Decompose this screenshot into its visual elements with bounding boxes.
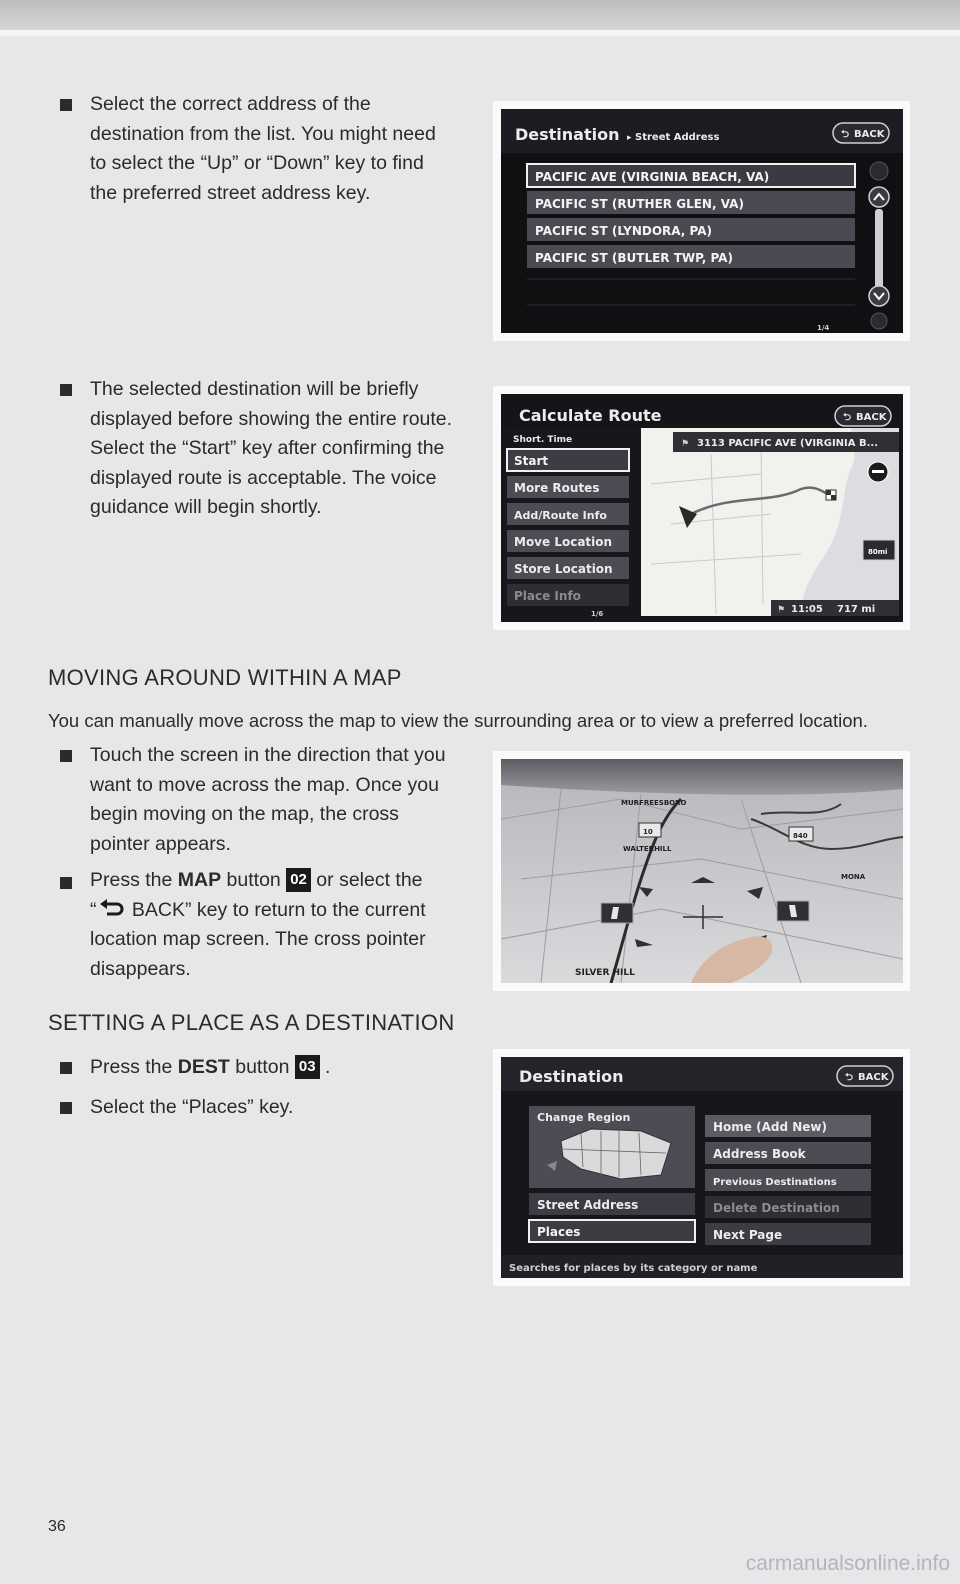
route-type-label: Short. Time	[513, 435, 573, 445]
bullet-calculate-route	[90, 375, 452, 523]
key-label: Delete Destination	[713, 1201, 840, 1215]
text-fragment: “	[90, 898, 97, 921]
text-line: location map screen. The cross pointer	[90, 928, 426, 950]
text-line: want to move across the map. Once you	[90, 773, 440, 796]
text-line: destination from the list. You might need	[90, 122, 436, 145]
text-line: the preferred street address key.	[90, 181, 371, 204]
bullet-marker	[60, 384, 72, 396]
text-line: pointer appears.	[90, 832, 231, 855]
screen-subtitle: Street Address	[635, 132, 720, 143]
dest-button-label: DEST	[177, 1056, 230, 1078]
menu-item-place-info[interactable]	[507, 584, 629, 606]
text-fragment: Press the	[90, 1056, 178, 1078]
next-page-key[interactable]	[705, 1223, 871, 1245]
badge-02: 02	[286, 868, 311, 892]
menu-item-store-location[interactable]	[507, 557, 629, 579]
map-button-label: MAP	[177, 869, 222, 891]
list-item-label: PACIFIC ST (RUTHER GLEN, VA)	[535, 197, 744, 211]
back-key[interactable]	[837, 1066, 893, 1086]
key-label: Places	[537, 1225, 581, 1239]
map-label: SILVER HILL	[575, 968, 635, 978]
checkered-flag-icon: ⚑	[681, 439, 690, 449]
screenshot-calculate-route	[493, 386, 910, 630]
route-number: 10	[643, 828, 653, 836]
intro-moving-around: You can manually move across the map to view the surrounding area or to view a preferred location.	[48, 710, 868, 731]
back-label: BACK	[854, 129, 885, 140]
back-label: BACK	[856, 412, 887, 423]
screenshot-street-address-list	[493, 101, 910, 341]
text-line: begin moving on the map, the cross	[90, 803, 399, 825]
page-indicator: 1/4	[817, 324, 830, 332]
route-map[interactable]	[641, 428, 899, 616]
key-label: Previous Destinations	[713, 1177, 837, 1188]
down-arrow-icon[interactable]	[869, 286, 889, 306]
back-key[interactable]	[833, 123, 889, 143]
menu-item-label: Store Location	[514, 562, 613, 576]
menu-item-label: Start	[514, 454, 549, 468]
scroll-thumb[interactable]	[875, 209, 883, 289]
arrival-time: 11:05	[791, 604, 823, 615]
heading-setting-place: SETTING A PLACE AS A DESTINATION	[48, 1010, 455, 1035]
screen-title: Destination	[519, 1067, 624, 1086]
route-number: 840	[793, 832, 808, 840]
bullet-select-address	[90, 90, 436, 208]
list-item[interactable]	[527, 218, 855, 241]
list-item[interactable]	[527, 191, 855, 214]
text-line: disappears.	[90, 957, 191, 980]
top-banner	[0, 0, 960, 30]
list-item[interactable]	[527, 164, 855, 187]
text-line: Select the correct address of the	[90, 93, 371, 115]
street-address-key[interactable]	[529, 1193, 695, 1215]
places-key[interactable]	[529, 1220, 695, 1242]
nav-screen-street-address	[501, 109, 903, 333]
text-fragment: button	[221, 869, 287, 891]
bullet-press-dest	[90, 1053, 330, 1083]
nav-screen-destination	[501, 1057, 903, 1278]
back-arrow-icon	[99, 898, 125, 918]
watermark: carmanualsonline.info	[745, 1552, 950, 1575]
back-key[interactable]	[835, 406, 891, 426]
menu-item-label: More Routes	[514, 481, 600, 495]
badge-03: 03	[295, 1055, 320, 1079]
nav-screen-map[interactable]	[501, 759, 903, 983]
screenshot-destination-menu	[493, 1049, 910, 1286]
bullet-select-places: Select the “Places” key.	[90, 1096, 294, 1118]
address-book-key[interactable]	[705, 1142, 871, 1164]
breadcrumb-arrow-icon: ▸	[627, 133, 632, 143]
list-item-label: PACIFIC ST (BUTLER TWP, PA)	[535, 251, 733, 265]
list-item-label: PACIFIC AVE (VIRGINIA BEACH, VA)	[535, 170, 770, 184]
key-label: Home (Add New)	[713, 1120, 827, 1134]
key-label: Street Address	[537, 1198, 639, 1212]
bullet-marker	[60, 877, 72, 889]
menu-item-more-routes[interactable]	[507, 476, 629, 498]
nav-screen-calculate-route	[501, 394, 903, 622]
menu-item-add-route-info[interactable]	[507, 503, 629, 525]
menu-item-label: Move Location	[514, 535, 613, 549]
scale-label: 80mi	[868, 548, 888, 556]
text-fragment: Press the	[90, 869, 178, 891]
text-fragment: .	[319, 1056, 331, 1078]
bullet-marker	[60, 1062, 72, 1074]
map-label: MONA	[841, 873, 866, 881]
menu-item-move-location[interactable]	[507, 530, 629, 552]
key-label: Change Region	[537, 1111, 631, 1124]
back-arrow-icon: ⮌	[841, 129, 850, 140]
page-up-icon[interactable]	[870, 162, 888, 180]
back-arrow-icon: ⮌	[843, 412, 852, 423]
list-item-label: PACIFIC ST (LYNDORA, PA)	[535, 224, 713, 238]
bullet-touch-screen	[90, 741, 446, 859]
page-down-icon[interactable]	[871, 313, 887, 329]
change-region-key[interactable]	[529, 1106, 695, 1188]
menu-item-start[interactable]	[507, 449, 629, 471]
text-fragment: button	[229, 1056, 295, 1078]
text-line: Select the “Start” key after confirming the	[90, 437, 445, 459]
map-label: MURFREESBORO	[621, 799, 687, 807]
menu-item-label: Place Info	[514, 589, 581, 603]
back-arrow-icon: ⮌	[845, 1072, 854, 1083]
previous-destinations-key[interactable]	[705, 1169, 871, 1191]
text-line: The selected destination will be briefly	[90, 378, 419, 400]
page-number: 36	[48, 1518, 66, 1535]
text-fragment: BACK” key to return to the current	[126, 898, 426, 921]
help-text: Searches for places by its category or name	[509, 1263, 758, 1274]
heading-moving-around: MOVING AROUND WITHIN A MAP	[48, 665, 402, 690]
up-arrow-icon[interactable]	[869, 187, 889, 207]
bullet-marker	[60, 99, 72, 111]
delete-destination-key[interactable]	[705, 1196, 871, 1218]
text-line: displayed before showing the entire route.	[90, 407, 453, 430]
key-label: Address Book	[713, 1147, 806, 1161]
bullet-marker	[60, 750, 72, 762]
text-line: Touch the screen in the direction that you	[90, 744, 446, 766]
screen-title: Calculate Route	[519, 406, 662, 425]
destination-address: 3113 PACIFIC AVE (VIRGINIA B...	[697, 438, 878, 449]
bullet-marker	[60, 1102, 72, 1114]
list-item[interactable]	[527, 245, 855, 268]
map-label: WALTERHILL	[623, 845, 672, 853]
screenshot-map-scroll	[493, 751, 910, 991]
menu-item-label: Add/Route Info	[514, 509, 607, 522]
home-add-new-key[interactable]	[705, 1115, 871, 1137]
checkered-flag-icon: ⚑	[777, 605, 786, 615]
bullet-press-map	[90, 866, 426, 984]
text-line: to select the “Up” or “Down” key to find	[90, 152, 424, 174]
route-distance: 717 mi	[837, 604, 876, 615]
top-divider	[0, 30, 960, 36]
screen-title: Destination	[515, 125, 620, 144]
text-line: displayed route is acceptable. The voice	[90, 466, 437, 489]
key-label: Next Page	[713, 1228, 783, 1242]
back-label: BACK	[858, 1072, 889, 1083]
page-indicator: 1/6	[591, 610, 604, 618]
text-fragment: or select the	[310, 869, 423, 891]
text-line: guidance will begin shortly.	[90, 496, 322, 518]
